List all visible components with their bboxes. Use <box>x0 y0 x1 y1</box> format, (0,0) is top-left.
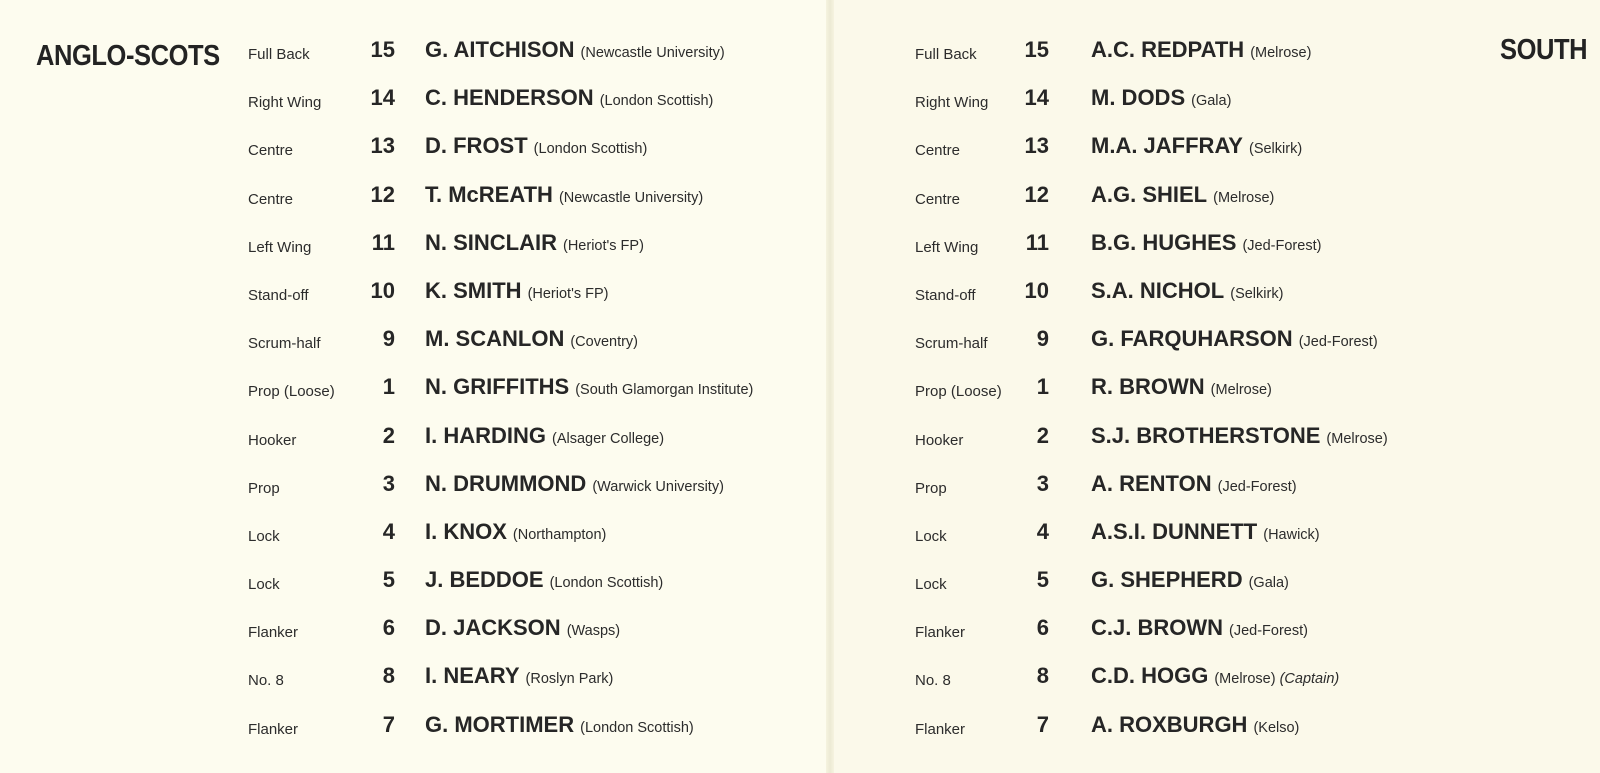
player-club: (Gala) <box>1191 93 1232 110</box>
player-club: (Roslyn Park) <box>525 671 614 688</box>
player-number: 2 <box>1036 422 1049 448</box>
player-name: S.A. NICHOL <box>1091 277 1225 303</box>
player-entry <box>1091 326 1378 352</box>
player-name: G. AITCHISON <box>425 37 575 62</box>
player-club: (London Scottish) <box>580 719 694 736</box>
player-position: Hooker <box>915 431 964 449</box>
page-fold <box>826 0 834 773</box>
player-entry <box>425 374 753 400</box>
player-position: Left Wing <box>248 238 312 256</box>
player-entry <box>1091 712 1299 738</box>
player-entry <box>425 615 620 641</box>
player-name: A. ROXBURGH <box>1091 711 1248 737</box>
player-number: 11 <box>1025 229 1049 255</box>
player-name: M.A. JAFFRAY <box>1091 133 1243 159</box>
player-entry <box>1091 663 1339 689</box>
player-number: 15 <box>1024 37 1049 62</box>
captain-note: (Captain) <box>1279 671 1340 688</box>
player-entry <box>425 326 638 352</box>
player-number: 2 <box>382 422 395 448</box>
player-entry <box>425 663 613 689</box>
player-club: (Kelso) <box>1253 719 1300 736</box>
player-number: 6 <box>1036 615 1049 641</box>
player-number: 8 <box>382 663 395 689</box>
player-position: Scrum-half <box>248 335 321 353</box>
team-name-right: SOUTH <box>1500 34 1588 66</box>
player-number: 1 <box>1036 374 1049 400</box>
player-name: S.J. BROTHERSTONE <box>1091 422 1321 448</box>
player-position: Flanker <box>915 624 966 642</box>
player-position: Lock <box>915 576 947 594</box>
player-entry <box>1091 230 1321 256</box>
player-entry <box>425 423 664 449</box>
player-position: Flanker <box>248 720 299 738</box>
player-entry <box>1091 278 1283 304</box>
player-position: Lock <box>248 527 280 545</box>
player-number: 14 <box>1024 85 1049 111</box>
player-club: (London Scottish) <box>599 93 714 110</box>
player-name: J. BEDDOE <box>425 567 544 593</box>
player-club: (Gala) <box>1248 575 1289 592</box>
player-name: A. RENTON <box>1091 470 1212 496</box>
player-number: 11 <box>371 229 395 255</box>
player-name: D. FROST <box>425 133 528 159</box>
player-number: 6 <box>382 615 395 641</box>
player-club: (Jed-Forest) <box>1229 623 1308 640</box>
player-number: 14 <box>370 85 395 111</box>
player-position: Left Wing <box>915 238 979 256</box>
player-number: 4 <box>1036 518 1049 544</box>
player-entry <box>425 182 703 208</box>
player-number: 8 <box>1036 663 1049 689</box>
player-name: C.D. HOGG <box>1091 663 1209 689</box>
player-entry <box>425 37 725 63</box>
player-club: (Melrose) <box>1210 382 1272 399</box>
player-club: (Warwick University) <box>592 478 724 495</box>
player-name: A.C. REDPATH <box>1091 37 1245 62</box>
player-name: A.S.I. DUNNETT <box>1091 518 1258 544</box>
player-position: Centre <box>248 190 294 208</box>
player-entry <box>1091 133 1302 159</box>
player-entry <box>1091 423 1388 449</box>
player-club: (Wasps) <box>566 623 621 640</box>
player-entry <box>1091 85 1231 111</box>
player-position: Prop (Loose) <box>915 383 1002 401</box>
player-club: (Heriot's FP) <box>527 285 609 302</box>
player-entry <box>425 471 724 497</box>
player-name: A.G. SHIEL <box>1091 181 1208 207</box>
player-entry <box>1091 567 1289 593</box>
team-name-left: ANGLO-SCOTS <box>36 40 220 72</box>
player-name: N. GRIFFITHS <box>425 374 570 400</box>
player-name: M. DODS <box>1091 85 1186 111</box>
player-name: G. MORTIMER <box>425 711 575 737</box>
player-position: Lock <box>248 576 280 594</box>
player-club: (Hawick) <box>1263 526 1320 543</box>
player-club: (South Glamorgan Institute) <box>575 382 754 399</box>
player-position: Full Back <box>915 46 977 63</box>
player-club: (Melrose) <box>1213 189 1275 206</box>
player-position: Centre <box>915 190 961 208</box>
player-position: No. 8 <box>248 672 284 690</box>
player-entry <box>1091 37 1311 63</box>
player-entry <box>425 567 663 593</box>
player-position: Flanker <box>915 720 966 738</box>
player-position: Centre <box>915 142 961 160</box>
player-entry <box>1091 182 1274 208</box>
player-entry <box>1091 519 1320 545</box>
player-position: No. 8 <box>915 672 951 690</box>
player-club: (Melrose) <box>1326 430 1388 447</box>
player-entry <box>425 133 647 159</box>
player-position: Hooker <box>248 431 297 449</box>
player-name: C. HENDERSON <box>425 85 594 111</box>
player-club: (Selkirk) <box>1230 285 1284 302</box>
player-number: 7 <box>1036 711 1049 737</box>
player-name: G. SHEPHERD <box>1091 567 1243 593</box>
player-entry <box>425 85 713 111</box>
player-name: C.J. BROWN <box>1091 615 1223 641</box>
player-number: 4 <box>382 518 395 544</box>
player-number: 12 <box>1024 181 1049 207</box>
player-club: (Melrose) <box>1250 45 1312 61</box>
player-number: 10 <box>1024 277 1049 303</box>
player-number: 10 <box>370 277 395 303</box>
player-name: G. FARQUHARSON <box>1091 326 1293 352</box>
player-number: 5 <box>1036 567 1049 593</box>
player-club: (Jed-Forest) <box>1242 237 1322 254</box>
player-name: I. KNOX <box>425 518 507 544</box>
player-entry <box>1091 471 1297 497</box>
player-number: 15 <box>370 37 395 62</box>
player-position: Stand-off <box>248 286 309 304</box>
player-name: I. NEARY <box>425 663 520 689</box>
player-number: 7 <box>382 711 395 737</box>
player-club: (Jed-Forest) <box>1217 478 1297 495</box>
player-name: M. SCANLON <box>425 326 565 352</box>
player-club: (Jed-Forest) <box>1298 334 1378 351</box>
player-club: (Heriot's FP) <box>563 237 644 254</box>
player-name: R. BROWN <box>1091 374 1205 400</box>
player-name: T. McREATH <box>425 181 553 207</box>
player-number: 12 <box>370 181 395 207</box>
player-number: 1 <box>382 374 395 400</box>
player-entry <box>1091 374 1272 400</box>
player-entry <box>425 712 694 738</box>
player-position: Right Wing <box>915 94 989 112</box>
player-position: Centre <box>248 142 294 160</box>
player-club: (London Scottish) <box>533 141 648 158</box>
player-position: Lock <box>915 527 947 545</box>
player-number: 5 <box>382 567 395 593</box>
player-position: Scrum-half <box>915 335 988 353</box>
player-number: 9 <box>382 326 395 352</box>
player-entry <box>425 519 606 545</box>
player-position: Prop <box>248 479 280 497</box>
player-number: 9 <box>1036 326 1049 352</box>
player-name: K. SMITH <box>425 277 522 303</box>
player-club: (Newcastle University) <box>558 189 704 206</box>
player-position: Prop (Loose) <box>248 383 335 401</box>
player-club: (Northampton) <box>512 526 607 543</box>
player-number: 3 <box>382 470 395 496</box>
player-club: (Coventry) <box>570 334 639 351</box>
player-name: B.G. HUGHES <box>1091 229 1237 255</box>
player-position: Flanker <box>248 624 299 642</box>
player-name: N. DRUMMOND <box>425 470 587 496</box>
player-position: Prop <box>915 479 947 497</box>
player-club: (London Scottish) <box>549 575 664 592</box>
player-number: 13 <box>1024 133 1049 159</box>
player-name: N. SINCLAIR <box>425 229 557 255</box>
player-number: 13 <box>370 133 395 159</box>
player-name: I. HARDING <box>425 422 546 448</box>
player-club: (Selkirk) <box>1248 141 1303 158</box>
player-position: Full Back <box>248 46 310 63</box>
player-entry <box>425 230 644 256</box>
player-name: D. JACKSON <box>425 615 561 641</box>
player-entry <box>425 278 608 304</box>
player-club: (Melrose) <box>1214 671 1276 688</box>
player-position: Stand-off <box>915 286 976 304</box>
player-entry <box>1091 615 1308 641</box>
player-position: Right Wing <box>248 94 322 112</box>
player-club: (Alsager College) <box>552 430 665 447</box>
player-number: 3 <box>1036 470 1049 496</box>
player-club: (Newcastle University) <box>580 45 725 61</box>
